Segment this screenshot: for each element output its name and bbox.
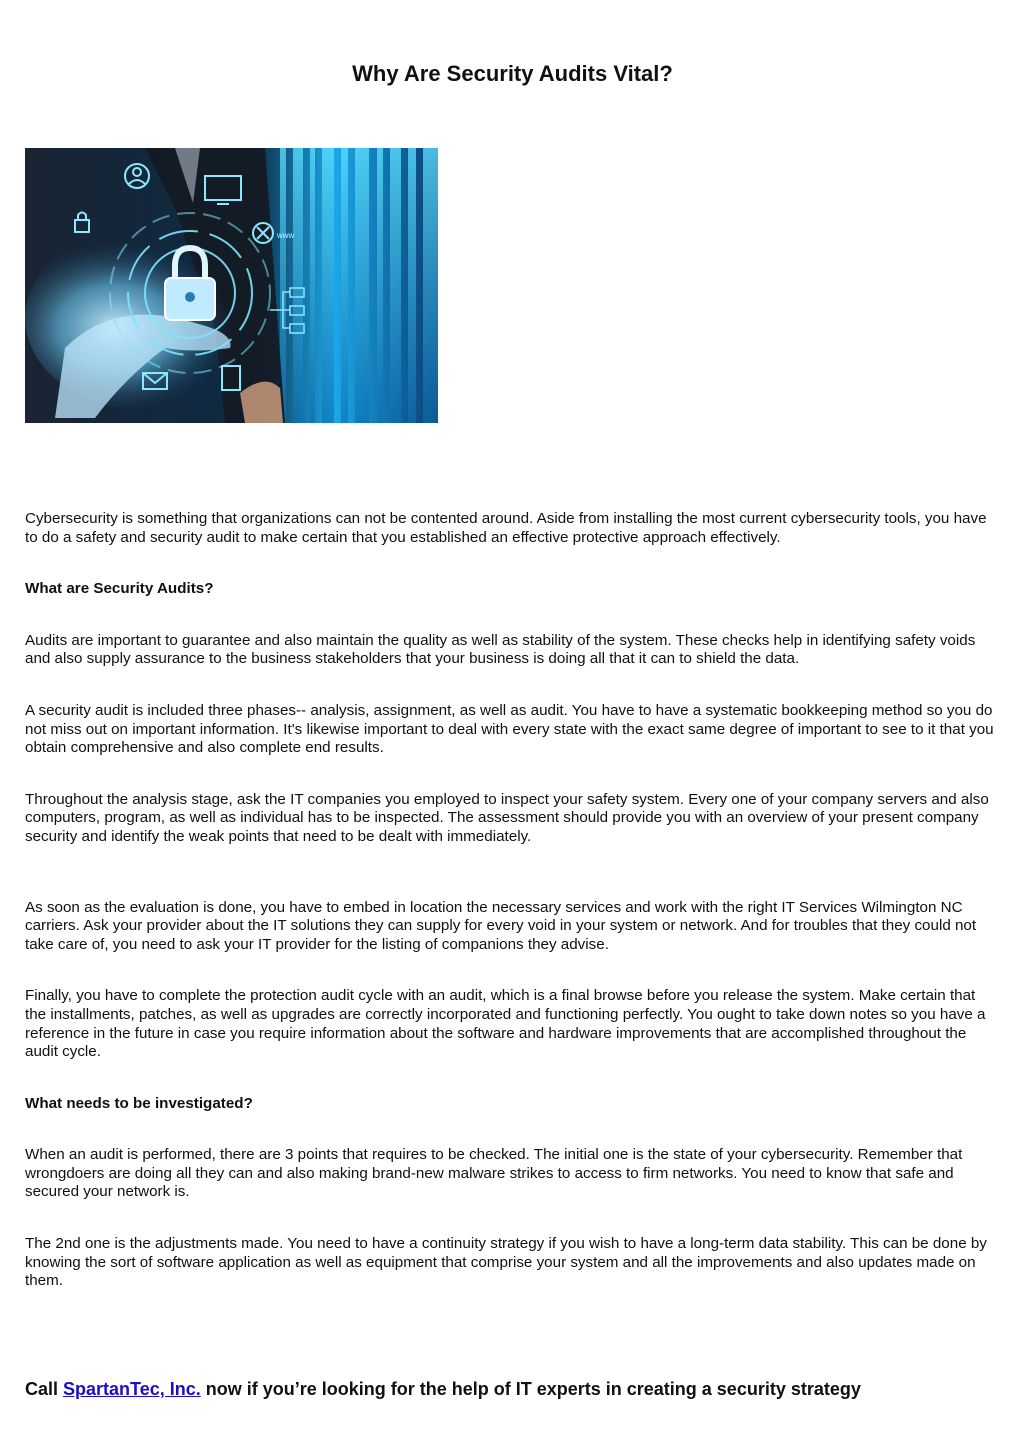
overlay-www-text: www: [277, 231, 295, 240]
call-to-action: [25, 1377, 1015, 1401]
paragraph-evaluation-done: As soon as the evaluation is done, you have to embed in location the necessary services and work with the right IT Services Wilmington NC carriers. Ask your provider about the IT solutions they can supply for every void in your system or network. And for troubles that they could not take care of, you need to ask your IT provider for the listing of companions they advise.: [25, 898, 977, 953]
article-body: [25, 510, 1000, 1324]
paragraph-cybersecurity-state: When an audit is performed, there are 3 points that requires to be checked. The initial one is the state of your cybersecurity. Remember that wrongdoers are doing all they can and also making brand-new malware strikes to access to firm networks. You need to know that safe and secured your network is.: [25, 1146, 963, 1201]
paragraph-adjustments: The 2nd one is the adjustments made. You need to have a continuity strategy if you wish to have a long-term data stability. This can be done by knowing the sort of software application as well as equipment that comprise your system and all the improvements and also updates made on them.: [25, 1235, 987, 1290]
paragraph-analysis-stage: Throughout the analysis stage, ask the IT companies you employed to inspect your safety system. Every one of your company servers and also computers, program, as well as individual has to be inspected. The assessment should provide you with an overview of your present company security and identify the weak points that need to be dealt with immediately.: [25, 790, 989, 845]
paragraph-intro: Cybersecurity is something that organizations can not be contented around. Aside from installing the most current cybersecurity tools, you have to do a safety and security audit to make certain that you established an effective protective approach effectively.: [25, 510, 987, 546]
page-title: Why Are Security Audits Vital?: [352, 60, 673, 86]
cta-prefix: Call: [25, 1379, 64, 1399]
paragraph-audit-cycle: Finally, you have to complete the protection audit cycle with an audit, which is a final browse before you release the system. Make certain that the installments, patches, as well as upgrades are correctly incorporated and functioning perfectly. You ought to take down notes so you have a reference in the future in case you require information about the software and hardware improvements that are accomplished throughout the audit cycle.: [25, 987, 986, 1061]
cta-suffix: now if you’re looking for the help of IT experts in creating a security strategy: [200, 1379, 861, 1399]
hero-image: [25, 148, 438, 423]
heading-what-to-investigate: What needs to be investigated?: [25, 1094, 253, 1112]
paragraph-three-phases: A security audit is included three phases-- analysis, assignment, as well as audit. You have to have a systematic bookkeeping method so you do not miss out on important information. It's likewise important to deal with every state with the exact same degree of important to see to it that you obtain comprehensive and also complete end results.: [25, 701, 994, 757]
heading-what-are-audits: What are Security Audits?: [25, 580, 214, 598]
paragraph-audits-importance: Audits are important to guarantee and also maintain the quality as well as stability of the system. These checks help in identifying safety voids and also supply assurance to the business stakeholders that your business is doing all that it can to shield the data.: [25, 631, 976, 668]
spartantec-link[interactable]: SpartanTec, Inc.: [63, 1379, 201, 1399]
